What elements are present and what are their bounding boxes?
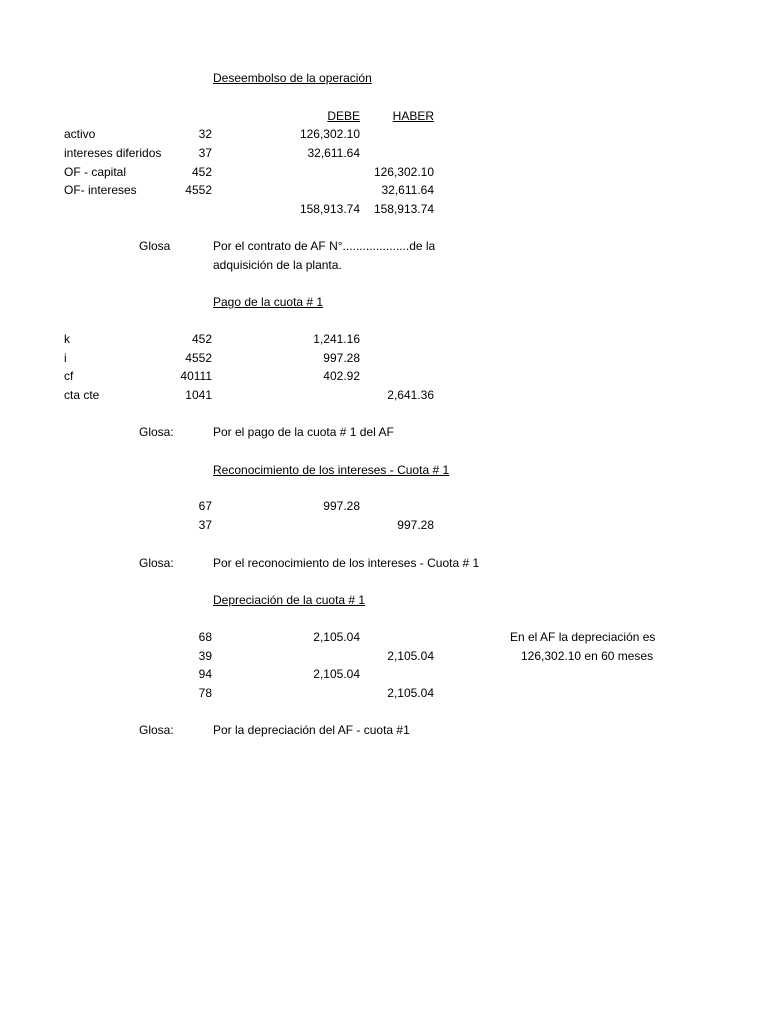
row-haber: 32,611.64 (381, 183, 434, 197)
section-title-depreciacion: Depreciación de la cuota # 1 (213, 593, 366, 607)
total-haber: 158,913.74 (373, 202, 434, 216)
row-haber: 2,641.36 (387, 388, 434, 402)
row-code: 32 (198, 127, 212, 141)
section-title-reconocimiento: Reconocimiento de los intereses - Cuota # 1 (213, 463, 450, 477)
row-debe: 402.92 (323, 369, 360, 383)
row-label: cta cte (64, 388, 100, 402)
row-code: 452 (191, 332, 212, 346)
row-debe: 1,241.16 (313, 332, 360, 346)
total-debe: 158,913.74 (299, 202, 360, 216)
glosa-text: Por el contrato de AF N°....................de la (213, 239, 436, 253)
row-label: activo (64, 127, 96, 141)
row-debe: 2,105.04 (313, 630, 360, 644)
section-title-pago: Pago de la cuota # 1 (213, 295, 324, 309)
glosa-label: Glosa: (139, 723, 174, 737)
row-code: 37 (198, 146, 212, 160)
row-label: i (64, 351, 67, 365)
row-haber: 997.28 (397, 518, 434, 532)
row-debe: 2,105.04 (313, 667, 360, 681)
row-debe: 997.28 (323, 499, 360, 513)
row-code: 67 (198, 499, 212, 513)
debe-header: DEBE (327, 109, 360, 123)
row-haber: 2,105.04 (387, 686, 434, 700)
glosa-text: adquisición de la planta. (213, 258, 342, 272)
row-code: 78 (198, 686, 212, 700)
row-label: cf (64, 369, 74, 383)
row-label: intereses diferidos (64, 146, 162, 160)
row-code: 37 (198, 518, 212, 532)
row-code: 1041 (185, 388, 212, 402)
row-haber: 2,105.04 (387, 649, 434, 663)
row-label: OF- intereses (64, 183, 137, 197)
row-code: 68 (198, 630, 212, 644)
glosa-label: Glosa: (139, 425, 174, 439)
row-haber: 126,302.10 (373, 165, 434, 179)
row-code: 4552 (185, 351, 212, 365)
row-debe: 997.28 (323, 351, 360, 365)
depreciation-note: 126,302.10 en 60 meses (521, 649, 654, 663)
row-code: 4552 (185, 183, 212, 197)
row-label: k (64, 332, 70, 346)
glosa-label: Glosa (139, 239, 171, 253)
row-label: OF - capital (64, 165, 127, 179)
row-code: 39 (198, 649, 212, 663)
row-code: 40111 (180, 369, 212, 383)
glosa-text: Por el pago de la cuota # 1 del AF (213, 425, 394, 439)
row-code: 94 (198, 667, 212, 681)
depreciation-note: En el AF la depreciación es (510, 630, 656, 644)
row-debe: 126,302.10 (299, 127, 360, 141)
haber-header: HABER (392, 109, 434, 123)
glosa-text: Por el reconocimiento de los intereses - Cuota # 1 (213, 556, 480, 570)
row-code: 452 (191, 165, 212, 179)
glosa-text: Por la depreciación del AF - cuota #1 (213, 723, 410, 737)
section-title-desembolso: Deseembolso de la operación (213, 71, 372, 85)
row-debe: 32,611.64 (307, 146, 360, 160)
glosa-label: Glosa: (139, 556, 174, 570)
